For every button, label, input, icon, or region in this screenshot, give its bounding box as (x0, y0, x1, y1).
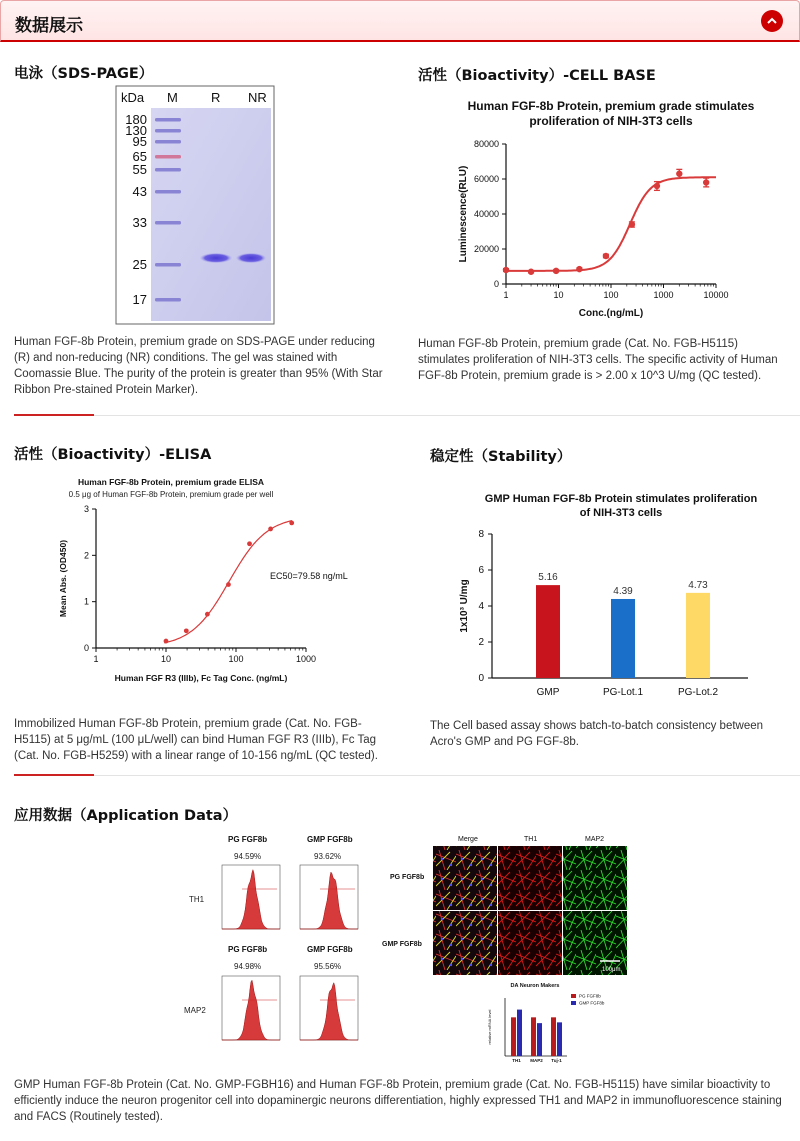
y-tick-label: 60000 (473, 174, 499, 184)
gel-marker-band (155, 298, 181, 302)
x-tick-label: MAP2 (530, 1058, 543, 1063)
facs-map2-pg-value: 94.98% (234, 962, 262, 971)
if-col-map2: MAP2 (585, 836, 605, 843)
bar (686, 593, 710, 678)
legend-swatch (571, 994, 576, 998)
bar-value-label: 5.16 (538, 572, 558, 584)
gel-band-reducing (200, 253, 232, 263)
chart-title: GMP Human FGF-8b Protein stimulates proliferation (484, 493, 758, 505)
x-tick-label: 1000 (295, 654, 317, 664)
if-image-gmp-map2 (563, 911, 627, 975)
gel-band-nonreducing (236, 253, 266, 263)
y-axis-label: relative mRNA level (487, 1009, 492, 1045)
gel-marker-label: 65 (132, 149, 147, 164)
chart-title: proliferation of NIH-3T3 cells (529, 114, 693, 128)
data-point (247, 541, 252, 546)
facs-row-map2: MAP2 (184, 1006, 206, 1015)
data-point (603, 253, 609, 259)
sds-gel-figure (115, 85, 275, 325)
facs-col-gmp-top: GMP FGF8b (307, 835, 353, 844)
cell-section-title: 活性（Bioactivity）-CELL BASE (418, 68, 656, 84)
y-tick-label: 0 (493, 279, 499, 289)
gel-marker-band (155, 168, 181, 172)
x-tick-label: 1 (503, 290, 509, 300)
gel-marker-band (155, 140, 181, 144)
x-tick-label: 1000 (653, 290, 674, 300)
data-point (226, 582, 231, 587)
elisa-section-title: 活性（Bioactivity）-ELISA (14, 447, 212, 463)
gel-marker-band (155, 155, 181, 159)
x-tick-label: 100 (603, 290, 619, 300)
stability-caption: The Cell based assay shows batch-to-batch consistency between Acro's GMP and PG FGF-8b. (430, 720, 764, 748)
chart-title: DA Neuron Makers (510, 983, 560, 989)
gel-label-marker: M (167, 90, 178, 105)
data-point (703, 179, 709, 185)
legend-label: GMP FGF8b (579, 1000, 605, 1006)
y-axis-label: Luminescence(RLU) (458, 165, 469, 263)
sds-caption: Human FGF-8b Protein, premium grade on SDS-PAGE under reducing (R) and non-reducing (NR) conditions. The gel was stained with Coomassie Blue. The purity of the protein is greater than 95% (With Star Ribbon Pre-stained Protein Marker). (14, 336, 383, 396)
if-col-merge: Merge (458, 836, 478, 843)
data-point (528, 269, 534, 275)
data-point (553, 268, 559, 274)
if-image-pg-merge (433, 846, 497, 910)
gel-marker-label: 43 (132, 184, 147, 199)
data-point (503, 267, 509, 273)
gel-marker-label: 130 (125, 123, 147, 138)
if-image-pg-th1 (498, 846, 562, 910)
y-tick-label: 8 (478, 529, 484, 540)
y-tick-label: 0 (478, 673, 484, 684)
bar (517, 1010, 522, 1056)
x-tick-label: 10 (160, 654, 172, 664)
data-point (289, 521, 294, 526)
y-axis-label: Mean Abs. (OD450) (58, 539, 68, 618)
data-point (268, 527, 273, 532)
x-axis-label: Conc.(ng/mL) (578, 308, 644, 319)
elisa-caption: Immobilized Human FGF-8b Protein, premium grade (Cat. No. FGB-H5115) at 5 μg/mL (100 μL/well) can bind Human FGF R3 (IIIb), Fc Tag (Cat. No. FGB-H5259) with a linear range of 10-156 ng/mL (QC tested). (14, 718, 378, 762)
gel-marker-band (155, 118, 181, 122)
gel-label-kda: kDa (121, 90, 145, 105)
x-tick-label: 10000 (703, 290, 729, 300)
bar (536, 585, 560, 678)
if-scale-label: 100μm (602, 967, 621, 973)
x-tick-label: PG-Lot.1 (602, 687, 644, 698)
chart-title: of NIH-3T3 cells (579, 507, 663, 519)
facs-col-pg-top: PG FGF8b (228, 835, 268, 844)
y-tick-label: 40000 (473, 209, 499, 219)
x-tick-label: PG-Lot.2 (677, 687, 719, 698)
facs-th1-gmp-value: 93.62% (314, 852, 342, 861)
facs-col-gmp-bottom: GMP FGF8b (307, 945, 353, 954)
bar (611, 599, 635, 678)
sds-section-title: 电泳（SDS-PAGE） (14, 66, 154, 82)
elisa-chart (40, 472, 380, 692)
x-tick-label: TH1 (512, 1058, 521, 1063)
section-divider (14, 415, 800, 416)
bar (551, 1017, 556, 1056)
chart-title: Human FGF-8b Protein, premium grade stimulates (467, 99, 755, 113)
data-point (654, 183, 660, 189)
data-point (205, 612, 210, 617)
gel-marker-label: 25 (132, 257, 147, 272)
gel-marker-band (155, 263, 181, 267)
if-image-gmp-th1 (498, 911, 562, 975)
collapse-button[interactable] (761, 10, 783, 32)
gel-label-reducing: R (211, 90, 221, 105)
bar (537, 1023, 542, 1056)
bar-value-label: 4.39 (613, 585, 633, 597)
if-row-pg: PG FGF8b (390, 874, 425, 881)
gel-marker-band (155, 221, 181, 225)
bar-value-label: 4.73 (688, 579, 708, 591)
y-tick-label: 20000 (473, 244, 499, 254)
y-axis-label: 1x10³ U/mg (459, 579, 470, 633)
facs-map2-gmp-value: 95.56% (314, 962, 342, 971)
bar (557, 1022, 562, 1056)
gel-marker-band (155, 190, 181, 194)
facs-col-pg-bottom: PG FGF8b (228, 945, 268, 954)
facs-figure (180, 830, 380, 1050)
y-tick-label: 3 (83, 504, 89, 514)
app-caption: GMP Human FGF-8b Protein (Cat. No. GMP-FGBH16) and Human FGF-8b Protein, premium grade (Cat. No. FGB-H5115) have similar bioactivity to efficiently induce the neuron progenitor cell into dopaminergic neurons differentiation, highly expressed TH1 and MAP2 in immunofluorescence staining and FACS (Routinely tested). (14, 1079, 782, 1123)
gel-label-nonreducing: NR (248, 90, 267, 105)
data-point (629, 221, 635, 227)
bar (531, 1017, 536, 1056)
y-tick-label: 6 (478, 565, 484, 576)
x-tick-label: 100 (228, 654, 244, 664)
data-point (576, 266, 582, 272)
chart-subtitle: 0.5 μg of Human FGF-8b Protein, premium grade per well (68, 490, 274, 499)
x-tick-label: 10 (553, 290, 564, 300)
section-header (0, 0, 800, 42)
chart-annotation: EC50=79.58 ng/mL (270, 571, 348, 581)
data-point (164, 639, 169, 644)
y-tick-label: 4 (478, 601, 484, 612)
x-axis-label: Human FGF R3 (IIIb), Fc Tag Conc. (ng/mL) (114, 673, 288, 683)
section-header-title: 数据展示 (15, 16, 83, 35)
cell-caption: Human FGF-8b Protein, premium grade (Cat. No. FGB-H5115) stimulates proliferation of NIH-3T3 cells. The specific activity of Human FGF-8b Protein, premium grade is > 2.00 x 10^3 U/mg (QC tested). (418, 338, 778, 382)
gel-marker-label: 33 (132, 215, 147, 230)
x-tick-label: GMP (536, 687, 560, 698)
y-tick-label: 1 (83, 596, 89, 607)
chevron-up-icon (766, 15, 778, 27)
x-tick-label: 1 (93, 654, 99, 664)
if-figure (376, 830, 636, 980)
if-row-gmp: GMP FGF8b (382, 941, 422, 948)
legend-swatch (571, 1001, 576, 1005)
if-image-gmp-merge (433, 911, 497, 975)
y-tick-label: 80000 (473, 139, 499, 149)
fit-curve (164, 521, 292, 643)
legend-label: PG FGF8b (579, 993, 601, 999)
facs-th1-pg-value: 94.59% (234, 852, 262, 861)
stability-chart (455, 484, 765, 708)
y-tick-label: 2 (83, 550, 89, 561)
stability-section-title: 稳定性（Stability） (430, 449, 572, 465)
y-tick-label: 2 (478, 637, 484, 648)
if-col-th1: TH1 (524, 836, 538, 843)
section-divider (14, 775, 800, 776)
cell-chart (450, 96, 770, 326)
gel-marker-label: 95 (132, 134, 147, 149)
bar (511, 1017, 516, 1056)
data-point (184, 628, 189, 633)
qpcr-chart (475, 980, 625, 1065)
gel-marker-label: 180 (125, 112, 147, 127)
fit-curve (506, 177, 716, 271)
gel-marker-label: 55 (132, 162, 147, 177)
app-section-title: 应用数据（Application Data） (14, 808, 238, 824)
x-tick-label: Tuj-1 (551, 1058, 562, 1063)
gel-marker-label: 17 (132, 292, 147, 307)
y-tick-label: 0 (83, 643, 89, 653)
if-image-pg-map2 (563, 846, 627, 910)
facs-row-th1: TH1 (189, 895, 205, 904)
gel-marker-band (155, 129, 181, 133)
data-point (676, 171, 682, 177)
chart-title: Human FGF-8b Protein, premium grade ELISA (77, 477, 265, 487)
